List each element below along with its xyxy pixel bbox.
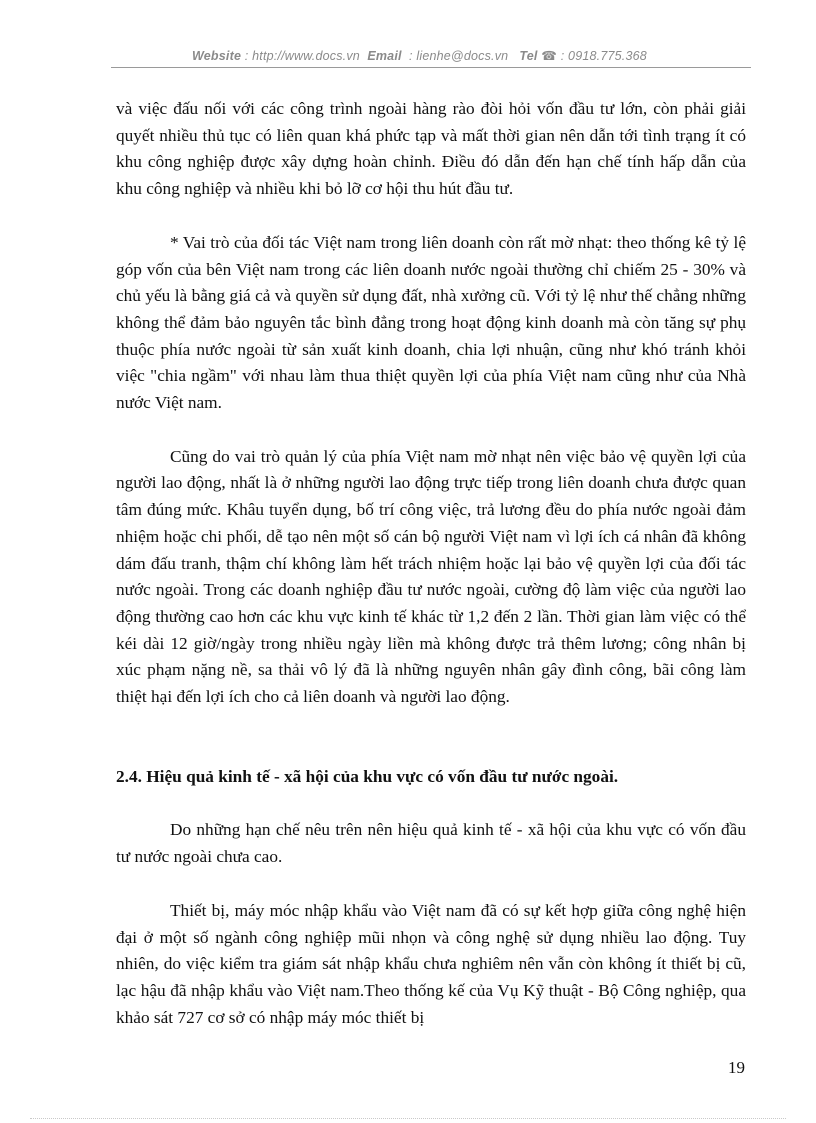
header-divider bbox=[111, 67, 751, 68]
paragraph-4: Do những hạn chế nêu trên nên hiệu quả kinh tế - xã hội của khu vực có vốn đầu tư nước ngoài chưa cao. bbox=[116, 820, 746, 867]
email-address[interactable]: lienhe@docs.vn bbox=[416, 49, 509, 63]
paragraph-3: Cũng do vai trò quản lý của phía Việt nam mờ nhạt nên việc bảo vệ quyền lợi của người lao động, nhất là ở những người lao động trực tiếp trong liên doanh chưa được quan tâm đúng mức. Khâu tuyển dụng, bố trí công việc, trả lương đều do phía nước ngoài đảm nhiệm hoặc chi phối, dễ tạo nên một số cán bộ người Việt nam vì lợi ích cá nhân đã không dám đấu tranh, thậm chí không làm hết trách nhiệm hoặc lại bảo vệ quyền lợi của đối tác nước ngoài. Trong các doanh nghiệp đầu tư nước ngoài, cường độ làm việc của người lao động thường cao hơn các khu vực kinh tế khác từ 1,2 đến 2 lần. Thời gian làm việc có thể kéi dài 12 giờ/ngày trong nhiều ngày liền mà không được trả thêm lương; công nhân bị xúc phạm nặng nề, sa thải vô lý đã là những nguyên nhân gây đình công, bãi công làm thiệt hại đến lợi ích cho cả liên doanh và người lao động. bbox=[116, 446, 746, 707]
page-header: Website : http://www.docs.vn Email : lienhe@docs.vn Tel ☎ : 0918.775.368 bbox=[192, 49, 647, 63]
email-label: Email bbox=[367, 49, 402, 63]
page-body bbox=[116, 96, 746, 1031]
paragraph-1: và việc đấu nối với các công trình ngoài hàng rào đòi hỏi vốn đầu tư lớn, còn phải giải quyết nhiều thủ tục có liên quan khá phức tạp và mất thời gian nên dẫn tới tình trạng ít có khu công nghiệp được xây dựng hoàn chỉnh. Điều đó dẫn đến hạn chế tính hấp dẫn của khu công nghiệp và nhiều khi bỏ lỡ cơ hội thu hút đầu tư. bbox=[116, 99, 746, 199]
phone-number: 0918.775.368 bbox=[568, 49, 647, 63]
section-heading: 2.4. Hiệu quả kinh tế - xã hội của khu vực có vốn đầu tư nước ngoài. bbox=[116, 766, 619, 786]
footer-divider bbox=[30, 1118, 786, 1119]
website-label: Website bbox=[192, 49, 242, 63]
paragraph-5: Thiết bị, máy móc nhập khẩu vào Việt nam đã có sự kết hợp giữa công nghệ hiện đại ở một số ngành công nghiệp mũi nhọn và công nghệ sử dụng nhiều lao động. Tuy nhiên, do việc kiểm tra giám sát nhập khẩu chưa nghiêm nên vẫn còn không ít thiết bị cũ, lạc hậu đã nhập khẩu vào Việt nam.Theo thống kế của Vụ Kỹ thuật - Bộ Công nghiệp, qua khảo sát 727 cơ sở có nhập máy móc thiết bị bbox=[116, 900, 746, 1027]
paragraph-2: * Vai trò của đối tác Việt nam trong liên doanh còn rất mờ nhạt: theo thống kê tỷ lệ góp vốn của bên Việt nam trong các liên doanh nước ngoài thường chỉ chiếm 25 - 30% và chủ yếu là bằng giá cả và quyền sử dụng đất, nhà xưởng cũ. Với tỷ lệ như thế chẳng những không thể đảm bảo nguyên tắc bình đẳng trong hoạt động kinh doanh mà còn tăng sự phụ thuộc phía nước ngoài từ sản xuất kinh doanh, chia lợi nhuận, cũng như khó tránh khỏi việc "chia ngầm" với nhau làm thua thiệt quyền lợi của phía Việt nam cũng như của Nhà nước Việt nam. bbox=[116, 232, 746, 413]
phone-icon: ☎ bbox=[541, 49, 558, 63]
website-url[interactable]: http://www.docs.vn bbox=[252, 49, 360, 63]
page-number: 19 bbox=[728, 1058, 745, 1077]
tel-label: Tel bbox=[519, 49, 538, 63]
